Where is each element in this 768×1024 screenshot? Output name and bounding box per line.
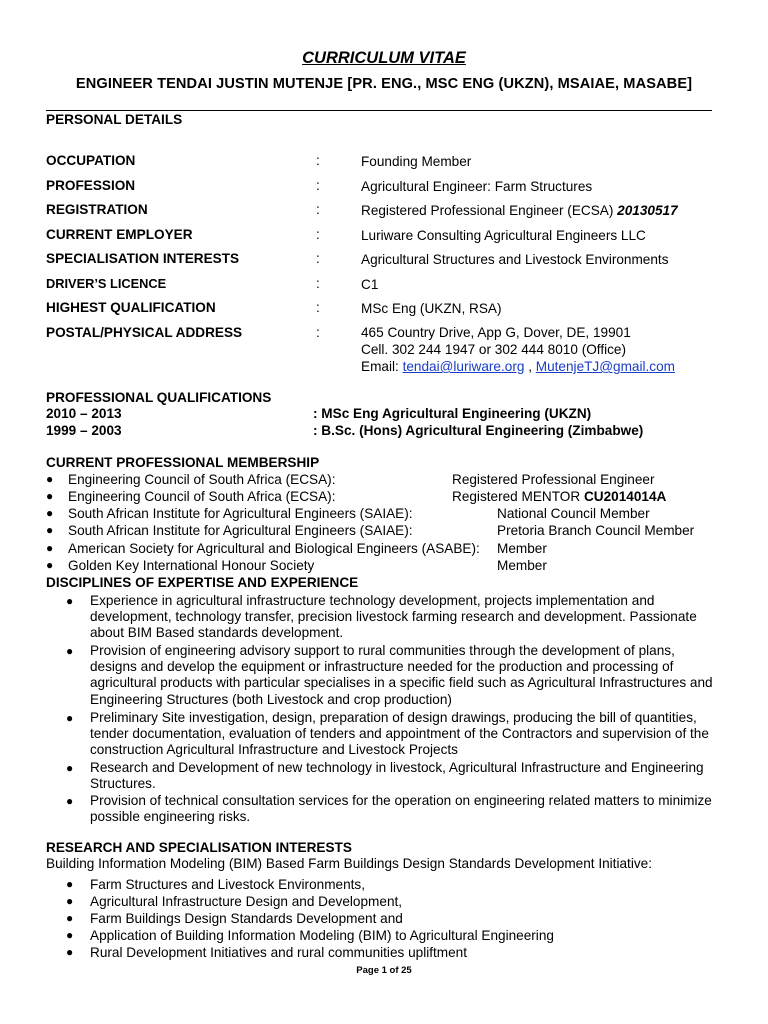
bullet-icon: ●	[46, 489, 54, 503]
membership-org: American Society for Agricultural and Biological Engineers (ASABE):	[68, 541, 480, 556]
address-colon: :	[316, 325, 320, 340]
qualification-years: 2010 – 2013	[46, 406, 122, 421]
membership-status-text: Registered MENTOR	[452, 489, 581, 504]
membership-org: Engineering Council of South Africa (ECSA):	[68, 489, 336, 504]
page-number: Page 1 of 25	[356, 965, 412, 976]
occupation-colon: :	[316, 153, 320, 168]
research-text: Agricultural Infrastructure Design and Development,	[90, 894, 403, 909]
interests-label: SPECIALISATION INTERESTS	[46, 251, 240, 266]
research-text: Farm Structures and Livestock Environments,	[90, 877, 366, 892]
address-value	[361, 324, 675, 375]
research-text: Application of Building Information Modeling (BIM) to Agricultural Engineering	[90, 928, 554, 943]
occupation-label: OCCUPATION	[46, 153, 136, 168]
discipline-text: Experience in agricultural infrastructure technology development, projects implementation and development, technology transfer, precision livestock farming research and development. Passionate about BIM Based standards development.	[90, 593, 697, 641]
interests-colon: :	[316, 251, 320, 266]
bullet-icon: ●	[66, 794, 74, 808]
qualification-text: : MSc Eng Agricultural Engineering (UKZN)	[313, 406, 592, 421]
qualifications-heading: PROFESSIONAL QUALIFICATIONS	[46, 390, 272, 405]
registration-text: Registered Professional Engineer (ECSA)	[361, 203, 614, 218]
occupation-value: Founding Member	[361, 154, 472, 169]
profession-label: PROFESSION	[46, 178, 136, 193]
cv-title: CURRICULUM VITAE	[302, 49, 466, 67]
bullet-icon: ●	[66, 894, 74, 908]
licence-value: C1	[361, 277, 379, 292]
discipline-text: Research and Development of new technology in livestock, Agricultural Infrastructure and Engineering Structures.	[90, 760, 704, 792]
employer-value: Luriware Consulting Agricultural Engineers LLC	[361, 228, 646, 243]
bullet-icon: ●	[46, 472, 54, 486]
email-separator: ,	[528, 359, 532, 374]
licence-colon: :	[316, 276, 320, 291]
email-prefix: Email:	[361, 359, 399, 374]
registration-value	[361, 202, 678, 219]
registration-colon: :	[316, 202, 320, 217]
qualification-colon: :	[316, 300, 320, 315]
phone-line: Cell. 302 244 1947 or 302 444 8010 (Office)	[361, 342, 627, 357]
bullet-icon: ●	[66, 711, 74, 725]
personal-details-heading: PERSONAL DETAILS	[46, 112, 183, 127]
email-link-primary[interactable]: tendai@luriware.org	[402, 359, 525, 374]
cv-name-heading: ENGINEER TENDAI JUSTIN MUTENJE [PR. ENG., MSC ENG (UKZN), MSAIAE, MASABE]	[75, 76, 693, 92]
research-intro: Building Information Modeling (BIM) Based Farm Buildings Design Standards Development Initiative:	[46, 856, 652, 871]
header-divider	[46, 110, 712, 111]
mentor-code: CU2014014A	[583, 489, 667, 504]
membership-status	[452, 489, 666, 504]
email-line	[361, 358, 675, 375]
bullet-icon: ●	[66, 911, 74, 925]
qualification-label: HIGHEST QUALIFICATION	[46, 300, 216, 315]
membership-status: Member	[497, 558, 547, 573]
research-heading: RESEARCH AND SPECIALISATION INTERESTS	[46, 840, 352, 855]
profession-colon: :	[316, 178, 320, 193]
membership-status: Registered Professional Engineer	[452, 472, 655, 487]
bullet-icon: ●	[66, 945, 74, 959]
bullet-icon: ●	[66, 928, 74, 942]
bullet-icon: ●	[46, 541, 54, 555]
address-label: POSTAL/PHYSICAL ADDRESS	[46, 325, 243, 340]
qualification-value: MSc Eng (UKZN, RSA)	[361, 301, 502, 316]
discipline-text: Provision of engineering advisory support to rural communities through the development of plans, designs and develop the equipment or infrastructure needed for the production and processing of agricultural products with particular specialises in a specific field such as Agricultural Infrastructures and Engineering Structures (both Livestock and crop production)	[90, 643, 713, 707]
bullet-icon: ●	[66, 594, 74, 608]
membership-status: Pretoria Branch Council Member	[497, 523, 695, 538]
membership-status: Member	[497, 541, 547, 556]
email-link-secondary[interactable]: MutenjeTJ@gmail.com	[535, 359, 675, 374]
qualification-text: : B.Sc. (Hons) Agricultural Engineering (Zimbabwe)	[313, 423, 644, 438]
discipline-text: Provision of technical consultation services for the operation on engineering related matters to minimize possible engineering risks.	[90, 793, 712, 825]
address-line: 465 Country Drive, App G, Dover, DE, 19901	[361, 325, 631, 340]
membership-org: Engineering Council of South Africa (ECSA):	[68, 472, 336, 487]
membership-org: Golden Key International Honour Society	[68, 558, 315, 573]
bullet-icon: ●	[66, 644, 74, 658]
licence-label: DRIVER’S LICENCE	[46, 276, 167, 291]
bullet-icon: ●	[46, 558, 54, 572]
registration-number: 20130517	[617, 203, 678, 218]
disciplines-heading: DISCIPLINES OF EXPERTISE AND EXPERIENCE	[46, 575, 359, 590]
bullet-icon: ●	[66, 877, 74, 891]
membership-heading: CURRENT PROFESSIONAL MEMBERSHIP	[46, 455, 320, 470]
research-text: Rural Development Initiatives and rural communities upliftment	[90, 945, 468, 960]
research-text: Farm Buildings Design Standards Development and	[90, 911, 403, 926]
profession-value: Agricultural Engineer: Farm Structures	[361, 179, 593, 194]
bullet-icon: ●	[46, 506, 54, 520]
bullet-icon: ●	[46, 523, 54, 537]
qualification-years: 1999 – 2003	[46, 423, 122, 438]
registration-label: REGISTRATION	[46, 202, 148, 217]
membership-org: South African Institute for Agricultural Engineers (SAIAE):	[68, 506, 413, 521]
bullet-icon: ●	[66, 761, 74, 775]
discipline-text: Preliminary Site investigation, design, preparation of design drawings, producing the bill of quantities, tender documentation, evaluation of tenders and appointment of the Contractors and supervision of the construction Agricultural Infrastructure and Livestock Projects	[90, 710, 709, 758]
interests-value: Agricultural Structures and Livestock Environments	[361, 252, 669, 267]
membership-status: National Council Member	[497, 506, 650, 521]
membership-org: South African Institute for Agricultural Engineers (SAIAE):	[68, 523, 413, 538]
employer-colon: :	[316, 227, 320, 242]
employer-label: CURRENT EMPLOYER	[46, 227, 193, 242]
